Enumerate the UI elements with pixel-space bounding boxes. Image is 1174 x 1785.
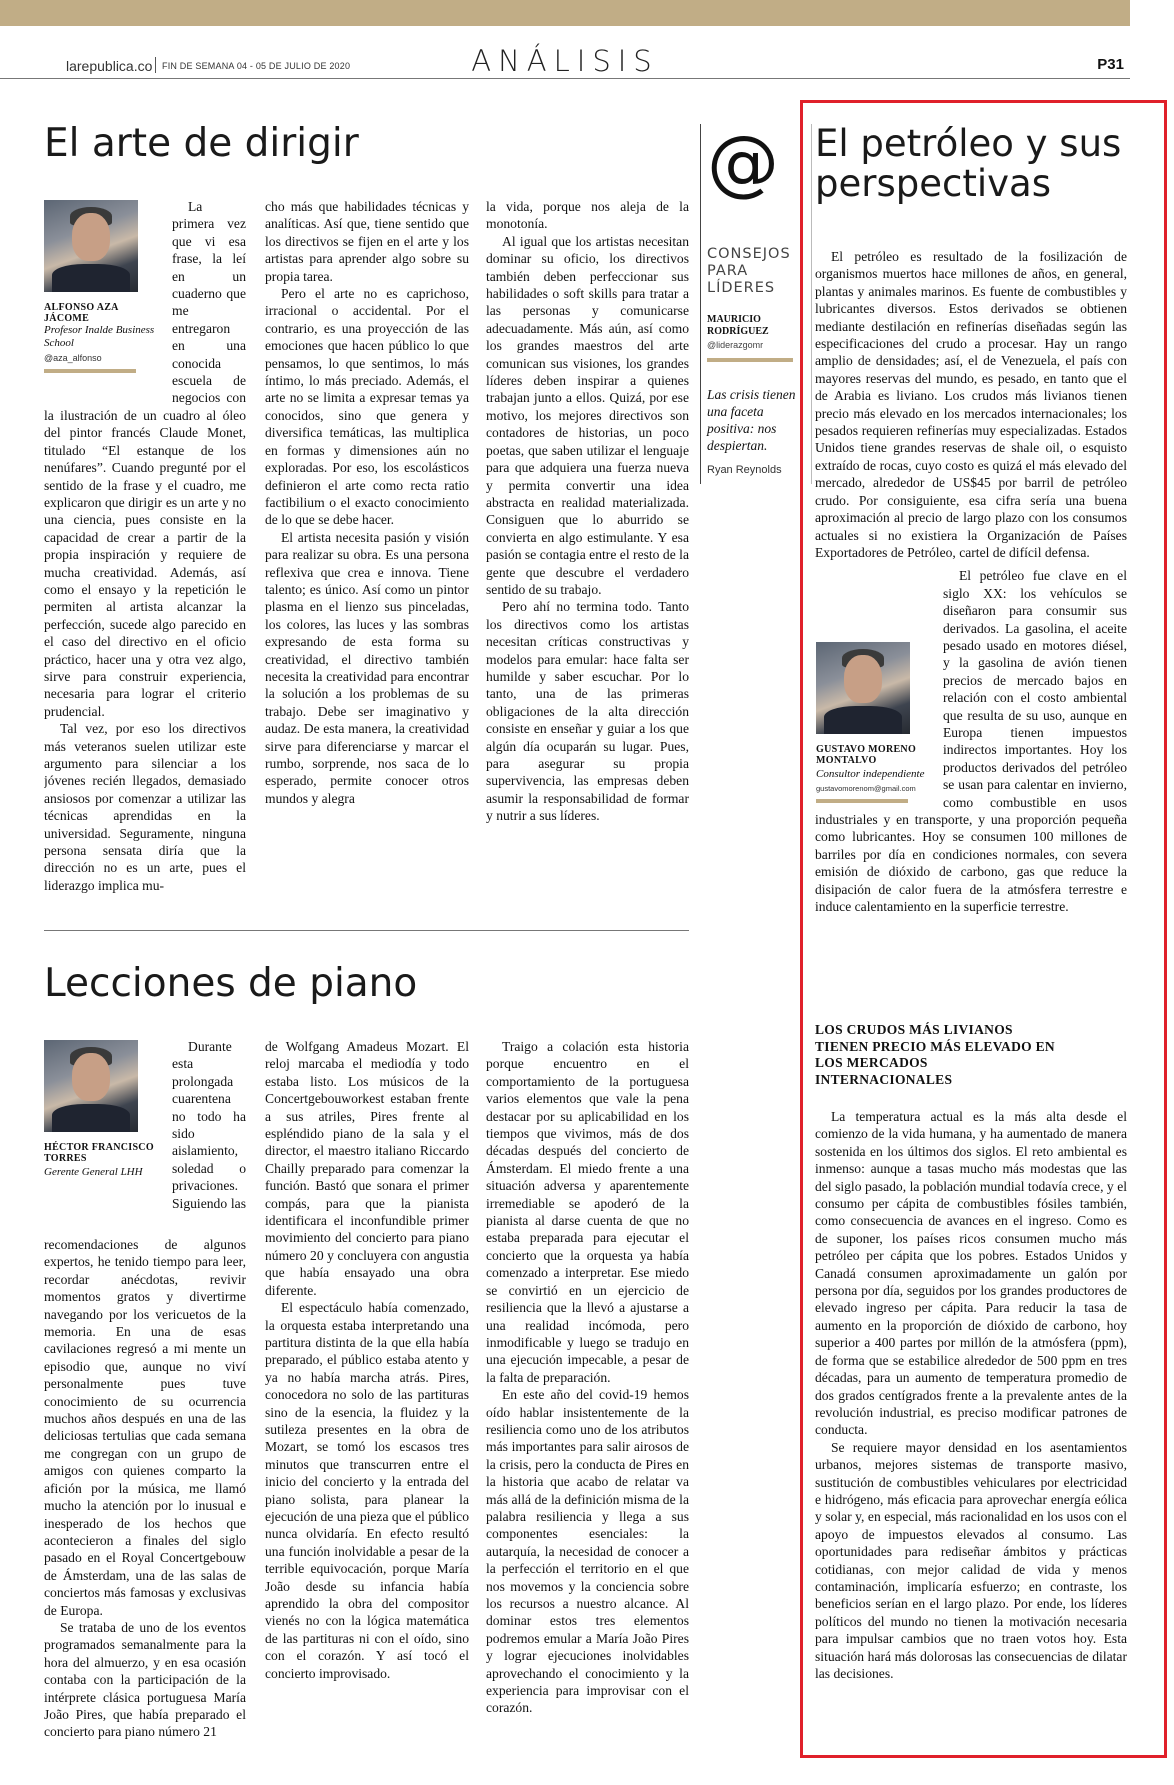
author-role: Consultor independiente bbox=[816, 768, 925, 780]
paragraph: El petróleo fue clave en el siglo XX: los vehículos se diseñaron para consumir sus derivados. La gasolina, el aceite pesado usado en motores diésel, y la gasolina de avión tienen precios de mercado bajos en relación con el costo ambiental que resulta de su uso, aunque en Europa tienen impuestos indirectos importantes. Hoy los productos derivados del petróleo se usan para calentar en invierno, como combustible en usos industriales y en transporte, y una proporción pequeña como lubricantes. Hoy se consumen 100 millones de barriles por día en condiciones normales, con severa emisión de dióxido de carbono, gas que reduce la disipación de calor fuera de la atmósfera terrestre e induce calentamiento en la superficie terrestre. bbox=[815, 568, 1127, 915]
paragraph: Tal vez, por eso los directivos más veteranos suelen utilizar este argumento para silenciar a los jóvenes recién llegados, demasiado ansiosos por comenzar a utilizar las técnicas aprendidas en la universidad. Seguramente, ninguna persona sensata diría que la dirección no es un arte, pues el liderazgo implica mu- bbox=[44, 721, 246, 893]
consejos-label: CONSEJOS PARA LÍDERES bbox=[707, 246, 791, 296]
issue-date: FIN DE SEMANA 04 - 05 DE JULIO DE 2020 bbox=[162, 61, 351, 71]
top-color-bar bbox=[0, 0, 1130, 26]
article2-column-1 bbox=[44, 1038, 246, 1758]
author-name: GUSTAVO MORENO MONTALVO bbox=[816, 744, 917, 766]
page-number: P31 bbox=[1097, 56, 1124, 73]
paragraph: La temperatura actual es la más alta desde el comienzo de la vida humana, y ha aumentado de manera sostenida en los últimos dos siglos. El reto ambiental es inmenso: aunque a tasas mucho más modestas que las del siglo pasado, la población mundial todavía crece, y el consumo per cápita de combustibles fósiles también, como consecuencia de avances en el ingreso. Como es de suponer, los países ricos consumen mucho más petróleo per cápita que los pobres. Estados Unidos y Canadá consumen aproximadamente un galón por persona por día, seguidos por los grandes productores de elevado ingreso per cápita. Para reducir la tasa de aumento en la proporción de dióxido de carbono, hoy superior a 400 partes por millón de la atmósfera (ppm), de forma que se estabilice alrededor de 500 ppm en tres décadas, para un aumento de temperatura promedio de dos grados centígrados frente a la prevalente antes de la revolución industrial, es preciso modificar patrones de conducta. bbox=[815, 1109, 1127, 1438]
paragraph: En este año del covid-19 hemos oído hablar insistentemente de la resiliencia como uno de los atributos más importantes para salir airosos de la crisis, pero la conducta de Pires en la historia que acabo de relatar va más allá de la definición misma de la palabra resiliencia y llega a sus componentes esenciales: la autarquía, la necesidad de conocer a la perfección el territorio en el que nos movemos y la conciencia sobre los recursos a nuestro alcance. Al dominar estos tres elementos podremos emular a María João Pires y lograr ejecuciones inolvidables aprovechando el conocimiento y la experiencia para improvisar con el corazón. bbox=[486, 1387, 689, 1716]
author-name: ALFONSO AZA JÁCOME bbox=[44, 302, 119, 324]
article-title-piano: Lecciones de piano bbox=[44, 961, 418, 1006]
author-role: Profesor Inalde Business School bbox=[44, 324, 155, 349]
consejos-author: MAURICIO RODRÍGUEZ bbox=[707, 314, 769, 337]
article1-column-1 bbox=[44, 198, 246, 908]
consejos-sidebar bbox=[700, 120, 812, 484]
paragraph: El espectáculo había comenzado, la orquesta estaba interpretando una partitura distinta de la que ella había preparado, el público estaba atento y ya no había marcha atrás. Pires, conocedora no solo de las partituras sino de la esencia, la fluidez y la sutileza presentes en la obra de Mozart, se tomó los escasos tres minutos que transcurren entre el inicio del concierto y la entrada del piano solista, para planear la ejecución de una pieza que el público nunca olvidaría. En efecto resultó una función inolvidable a pesar de la terrible equivocación, porque María João desde su infancia había aprendido la obra del compositor vienés no con la lógica matemática de las partituras ni con el oído, sino con el corazón. Y así tocó el concierto improvisado. bbox=[265, 1300, 469, 1681]
paragraph: Durante esta prolongada cuarentena no todo ha sido aislamiento, soledad o privaciones. Siguiendo las recomendaciones de algunos expertos, he tenido tiempo para leer, recordar anécdotas, revivir momentos gratos y divertirme navegando por los vericuetos de la memoria. En una de esas cavilaciones regresó a mi mente un episodio que, aunque no viví personalmente pues tuve conocimiento de su ocurrencia muchos años después en una de las deliciosas tertulias que cada semana me congregan con un grupo de amigos con quienes comparto la afición por la música, me llamó mucho la atención por lo inusual e inesperado de los hechos que acontecieron a finales del siglo pasado en el Royal Concertgebouw de Ámsterdam, una de las salas de conciertos más famosas y exclusivas de Europa. bbox=[44, 1039, 246, 1618]
paragraph: Traigo a colación esta historia porque encuentro en el comportamiento de la portuguesa varios elementos que vale la pena destacar por su aplicabilidad en los tiempos que vivimos, más de dos décadas después del concierto de Ámsterdam. El miedo frente a una situación adversa y aparentemente irremediable se apoderó de la pianista al darse cuenta de que no estaba preparada para ejecutar el concierto que la orquesta ya había comenzado a interpretar. Ese miedo se convirtió en un ejercicio de resiliencia que la llevó a ajustarse a una realidad incómoda, pero inmodificable y luego se tradujo en una ejecución impecable, a pesar de la falta de preparación. bbox=[486, 1039, 689, 1385]
author-email[interactable]: gustavomorenom@gmail.com bbox=[816, 784, 916, 793]
paragraph: Al igual que los artistas necesitan dominar su oficio, los directivos también deben perfeccionar sus habilidades o soft skills para tratar a las personas y comunicarse adecuadamente. Más aún, así como los grandes maestros del arte comunican sus visiones, los grandes líderes deben inspirar a quienes trabajan junto a ellos. Quizá, por ese motivo, los mejores directivos son contadores de historias, un poco poetas, que saben utilizar el lenguaje para que adquiera una fuerza nueva y permita convertir una idea abstracta en realidad materializada. Consiguen que lo aburrido se convierta en algo estimulante. Y esa pasión se contagia entre el resto de la gente que descubre el verdadero sentido de su trabajo. bbox=[486, 233, 689, 597]
author-handle[interactable]: @aza_alfonso bbox=[44, 353, 102, 363]
paragraph: cho más que habilidades técnicas y analíticas. Así que, tiene sentido que los directivos se fijen en el arte y los artistas para aprender algo sobre su propia tarea. bbox=[265, 199, 469, 284]
at-icon: @ bbox=[707, 120, 779, 204]
article3-section-1 bbox=[815, 248, 1127, 1014]
section-title: ANÁLISIS bbox=[471, 44, 659, 78]
article2-column-3 bbox=[486, 1038, 689, 1758]
article1-column-3 bbox=[486, 198, 689, 908]
consejos-rule bbox=[707, 358, 793, 362]
paragraph: Se requiere mayor densidad en los asentamientos urbanos, mejores sistemas de transporte masivo, sustitución de combustibles vehiculares por electricidad e hidrógeno, más eficacia para aprovechar energía eólica y solar y, en especial, más racionalidad en los usos con el apoyo de impuestos elevados al consumo. Las oportunidades para rediseñar ámbitos y prácticas cotidianas, con mejor calidad de vida y menos contaminación, implicaría esfuerzo; en contraste, los beneficios serían en el largo plazo. Por ende, los líderes políticos del mundo no tienen la motivación necesaria para impulsar cambios que no traen votos hoy. Esta situación hará más dolorosas las consecuencias de dilatar las decisiones. bbox=[815, 1439, 1127, 1681]
article-title-petroleo: El petróleo y sus perspectivas bbox=[815, 122, 1122, 205]
article-separator bbox=[44, 930, 689, 931]
paragraph: La primera vez que vi esa frase, la leí en un cuaderno que me entregaron en una conocida escuela de negocios con la ilustración de un cuadro al óleo del pintor francés Claude Monet, titulado “El estanque de los nenúfares”. Cuando pregunté por el sentido de la frase y el cuadro, me explicaron que dirigir es un arte y no una ciencia, pues consiste en la capacidad de crear a partir de la propia inspiración y requiere de mucha creatividad. Además, así como el ensayo y la repetición le permiten al artista alcanzar la perfección, sucede algo parecido en el caso del directivo en el oficio práctico, hacer una y otra vez algo, sirve para construir experiencia, necesaria para lograr el criterio prudencial. bbox=[44, 199, 246, 719]
paragraph: El petróleo es resultado de la fosilización de organismos muertos hace millones de años, en general, plantas y animales marinos. Es fuente de combustibles y lubricantes diversos. Estos derivados se obtienen mediante destilación en refinerías diseñadas según las especificaciones del crudo a procesar. Hay un rango amplio de densidades; así, el de Venezuela, el país con mayores reservas del mundo, es pesado, en tanto que el de Arabia es liviano. Los crudos más livianos tienen precio más elevado en los mercados internacionales; los pesados requieren refinerías muy especializadas. Estados Unidos tiene grandes reservas de shale oil, o esquisto extraído de rocas, cuyo costo es quizá el más elevado del mercado, alrededor de US$45 por barril de petróleo crudo. Por consiguiente, esa cifra sería una buena aproximación al precio de largo plazo con los consumos actuales si no existiera la Organización de Países Exportadores de Petróleo, cartel de difícil defensa. bbox=[815, 249, 1127, 560]
article3-subhead: LOS CRUDOS MÁS LIVIANOS TIENEN PRECIO MÁS ELEVADO EN LOS MERCADOS INTERNACIONALES bbox=[815, 1022, 1055, 1087]
article3-section-2 bbox=[815, 1108, 1127, 1748]
paragraph: Se trataba de uno de los eventos programados semanalmente para la hora del almuerzo, y en esa ocasión contaba con la participación de la intérprete clásica portuguesa María João Pires, que había preparado el concierto para piano número 21 bbox=[44, 1619, 246, 1740]
paragraph: Pero ahí no termina todo. Tanto los directivos como los artistas necesitan críticas constructivas y modelos para emular: hace falta ser humilde y saber escuchar. Por lo tanto, una de las primeras obligaciones de la alta dirección consiste en enseñar y guiar a los que algún día ocuparán su lugar. Pues, para asegurar su propia supervivencia, las empresas deben asumir la responsabilidad de formar y nutrir a sus líderes. bbox=[486, 599, 689, 824]
article2-column-2 bbox=[265, 1038, 469, 1758]
author-name: HÉCTOR FRANCISCO TORRES bbox=[44, 1142, 154, 1164]
article-title-arte: El arte de dirigir bbox=[44, 121, 359, 166]
paragraph: El artista necesita pasión y visión para realizar su obra. Es una persona reflexiva que crea e innova. Tiene talento; es único. Así como un pintor plasma en el lienzo sus pinceladas, los colores, las luces y las sombras expresando de esta forma su creatividad, el directivo también necesita la creatividad para encontrar la solución a los problemas de su trabajo. Debe ser imaginativo y audaz. De esta manera, la creatividad sirve para diferenciarse y marcar el rumbo, sorprende, nos saca de lo esperado, permite conocer otros mundos y alegra bbox=[265, 529, 469, 806]
paragraph: la vida, porque nos aleja de la monotonía. bbox=[486, 199, 689, 232]
article1-column-2 bbox=[265, 198, 469, 908]
masthead bbox=[0, 26, 1130, 79]
site-name[interactable]: larepublica.co bbox=[66, 58, 153, 74]
paragraph: Pero el arte no es caprichoso, irracional o accidental. Por el contrario, es una proyección de las emociones que hacen público lo que pensamos, lo que sentimos, lo más íntimo, lo más preciado. Además, el arte no se limita a expresar temas ya conocidos, sino que genera y diversifica temáticas, las multiplica en formas y dimensiones aún no exploradas. Por eso, los escolásticos definieron el arte como recta ratio factibilium o el exacto conocimiento de lo que se debe hacer. bbox=[265, 286, 469, 528]
consejos-quote: Las crisis tienen una faceta positiva: nos despiertan. bbox=[707, 387, 796, 453]
author-role: Gerente General LHH bbox=[44, 1166, 143, 1178]
paragraph: de Wolfgang Amadeus Mozart. El reloj marcaba el mediodía y todo estaba listo. Los músicos de la Concertgebouworkest estaban frente a sus atriles, Pires frente al espléndido piano de la sala y el director, el maestro italiano Riccardo Chailly preparado para comenzar la función. Bastó que sonara el primer compás, para que la pianista identificara el inconfundible primer movimiento del concierto para piano número 20 y concluyera con angustia que había ensayado una obra diferente. bbox=[265, 1039, 469, 1298]
consejos-handle[interactable]: @liderazgomr bbox=[707, 340, 764, 350]
consejos-quote-author: Ryan Reynolds bbox=[707, 464, 782, 476]
